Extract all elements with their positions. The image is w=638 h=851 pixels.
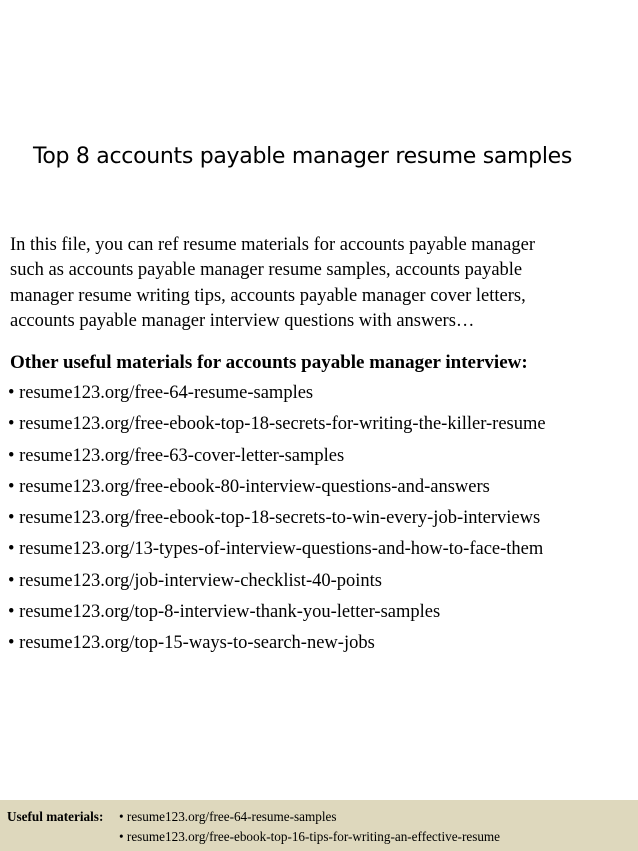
list-item	[8, 411, 546, 442]
list-item	[8, 568, 546, 599]
material-link[interactable]: resume123.org/job-interview-checklist-40-points	[19, 570, 383, 591]
bullet: •	[119, 829, 124, 844]
intro-paragraph	[10, 233, 632, 334]
list-item	[8, 474, 546, 505]
material-link[interactable]: resume123.org/free-ebook-80-interview-questions-and-answers	[19, 476, 490, 497]
footer-label-colon: :	[98, 809, 104, 824]
material-link[interactable]: resume123.org/top-15-ways-to-search-new-jobs	[19, 633, 375, 654]
material-link[interactable]: resume123.org/free-64-resume-samples	[19, 383, 314, 403]
footer-label	[7, 807, 103, 827]
intro-line: accounts payable manager interview questions with answers…	[10, 310, 475, 331]
footer-link[interactable]: resume123.org/free-ebook-top-16-tips-for-writing-an-effective-resume	[126, 829, 501, 844]
list-item	[8, 536, 546, 567]
footer-label-text: Useful materials	[7, 809, 99, 824]
footer-link-row	[119, 807, 337, 827]
bullet: •	[8, 508, 15, 529]
list-item	[8, 380, 546, 411]
bullet: •	[8, 539, 15, 560]
list-item	[8, 599, 546, 630]
material-link[interactable]: resume123.org/free-ebook-top-18-secrets-for-writing-the-killer-resume	[19, 414, 546, 435]
list-item	[8, 630, 546, 661]
bullet: •	[8, 633, 15, 654]
material-link[interactable]: resume123.org/top-8-interview-thank-you-letter-samples	[19, 602, 441, 623]
bullet: •	[8, 476, 15, 497]
bullet: •	[119, 809, 124, 824]
intro-line: manager resume writing tips, accounts payable manager cover letters,	[10, 285, 526, 306]
list-item	[8, 443, 546, 474]
page-title: Top 8 accounts payable manager resume samples	[33, 144, 573, 169]
list-item	[8, 505, 546, 536]
footer-link[interactable]: resume123.org/free-64-resume-samples	[126, 809, 337, 824]
bullet: •	[8, 414, 15, 435]
materials-link-list	[8, 380, 546, 662]
footer-link-row	[119, 827, 500, 847]
material-link[interactable]: resume123.org/free-ebook-top-18-secrets-to-win-every-job-interviews	[19, 508, 541, 529]
intro-line: such as accounts payable manager resume samples, accounts payable	[10, 260, 523, 281]
material-link[interactable]: resume123.org/13-types-of-interview-questions-and-how-to-face-them	[19, 539, 544, 560]
bullet: •	[8, 570, 15, 591]
material-link[interactable]: resume123.org/free-63-cover-letter-samples	[19, 445, 345, 466]
intro-line: In this file, you can ref resume materials for accounts payable manager	[10, 235, 535, 255]
footer-bar	[0, 800, 638, 851]
other-materials-heading: Other useful materials for accounts payable manager interview:	[10, 352, 528, 373]
bullet: •	[8, 602, 15, 623]
bullet: •	[8, 383, 15, 403]
bullet: •	[8, 445, 15, 466]
